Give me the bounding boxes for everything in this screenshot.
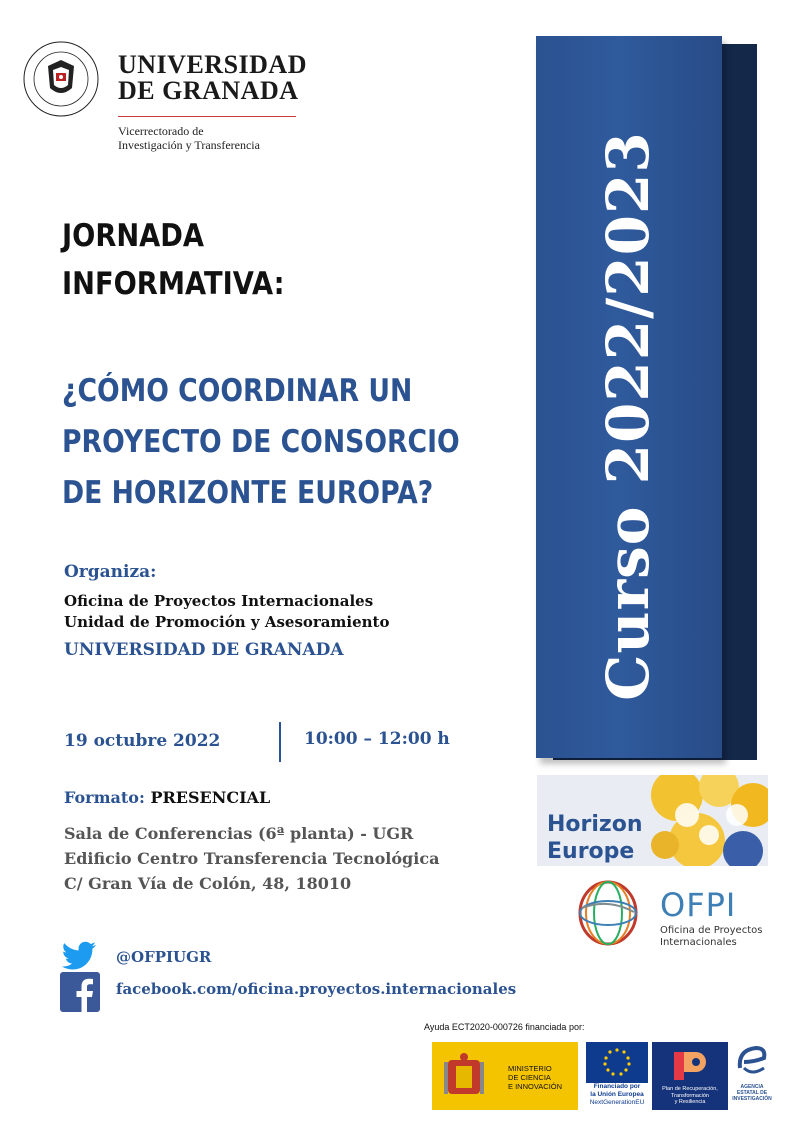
eu-line2: la Unión Europea [590,1091,644,1098]
horizon-europe-artwork [647,775,768,866]
event-title-line1: ¿CÓMO COORDINAR UN [62,373,413,409]
university-name [118,52,307,104]
horizon-line2: Europe [547,839,635,864]
eu-flag-icon [586,1042,648,1082]
organizer-line2: Unidad de Promoción y Asesoramiento [64,613,390,631]
funding-text: Ayuda ECT2020-000726 financiada por: [424,1022,585,1032]
event-title-line3: DE HORIZONTE EUROPA? [62,475,434,511]
spain-coat-of-arms-icon [444,1052,484,1102]
aei-line1: AGENCIA [740,1084,764,1090]
event-type-line1: JORNADA [62,218,205,254]
venue-line2: Edificio Centro Transferencia Tecnológica [64,849,440,868]
university-seal-logo [22,40,100,118]
format-value: PRESENCIAL [150,788,271,807]
aei-logo [730,1042,774,1110]
format-label: Formato: [64,788,145,807]
aei-line3: INVESTIGACIÓN [732,1096,772,1102]
ofpi-sub-line1: Oficina de Proyectos [660,925,763,936]
venue-line1: Sala de Conferencias (6ª planta) - UGR [64,824,414,843]
twitter-handle[interactable]: @OFPIUGR [116,948,212,966]
prtr-line2: Transformación [670,1092,709,1099]
eu-line1: Financiado por [593,1083,641,1090]
university-name-line1: UNIVERSIDAD [118,50,307,79]
event-format [64,788,270,807]
facebook-link[interactable]: facebook.com/oficina.proyectos.internacionales [116,980,517,998]
facebook-icon[interactable] [60,972,100,1012]
ofpi-globe-logo [576,878,640,948]
prtr-line3: y Resiliencia [674,1099,706,1105]
aei-line2: ESTATAL DE [736,1090,768,1096]
venue-line3: C/ Gran Vía de Colón, 48, 18010 [64,874,352,893]
eu-line3: NextGenerationEU [589,1099,645,1106]
prtr-logo [652,1042,728,1110]
university-name-line2: DE GRANADA [118,76,299,105]
vicerrectorado-line1: Vicerrectorado de [118,124,204,138]
prtr-emblem-icon [670,1048,710,1084]
event-title-line2: PROYECTO DE CONSORCIO [62,424,460,460]
organizer-label: Organiza: [64,562,157,582]
horizon-line1: Horizon [547,812,643,837]
event-time: 10:00 – 12:00 h [304,729,450,749]
aei-emblem-icon [734,1042,770,1082]
prtr-line1: Plan de Recuperación, [662,1086,718,1092]
horizon-europe-logo [537,775,768,866]
horizon-europe-text [547,811,643,865]
event-title [62,366,460,519]
twitter-icon[interactable] [60,936,100,976]
ministerio-line2: DE CIENCIA [508,1073,551,1082]
vicerrectorado-line2: Investigación y Transferencia [118,138,260,152]
date-time-divider [279,722,281,762]
ministerio-logo [432,1042,578,1110]
ofpi-name: OFPI [660,886,737,924]
organizer-line1: Oficina de Proyectos Internacionales [64,592,374,610]
ministerio-line1: MINISTERIO [508,1064,552,1073]
ofpi-sub-line2: Internacionales [660,937,737,948]
event-date: 19 octubre 2022 [64,731,221,751]
event-type-line2: INFORMATIVA: [62,266,285,302]
header-divider [118,116,296,117]
vicerrectorado [118,124,260,152]
ministerio-line3: E INNOVACIÓN [508,1082,563,1091]
ofpi-subtitle [660,925,762,949]
organizer-university: UNIVERSIDAD DE GRANADA [64,640,344,660]
course-year-text: Curso 2022/2023 [594,131,662,701]
eu-logo [586,1042,648,1110]
event-type [62,212,285,308]
